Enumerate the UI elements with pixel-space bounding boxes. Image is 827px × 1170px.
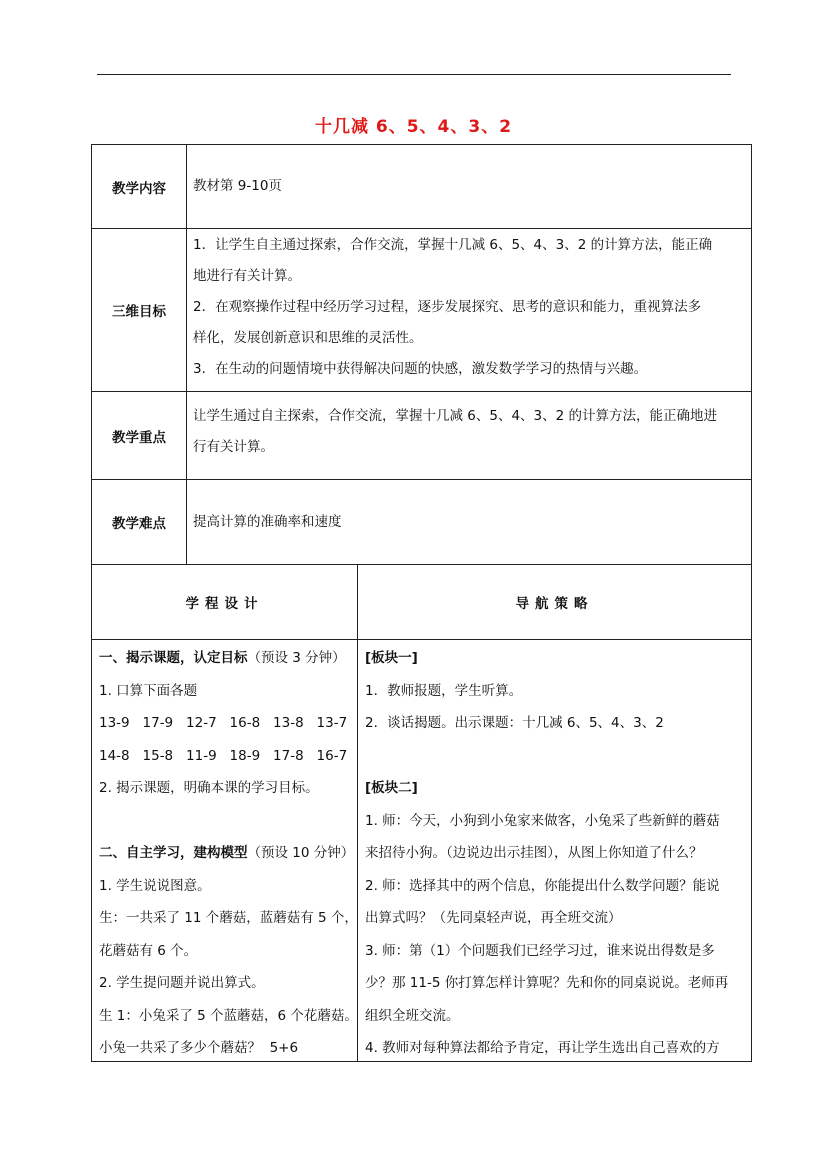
list-item: 2. 师：选择其中的两个信息，你能提出什么数学问题？能说 [365, 877, 720, 894]
content-text: 教材第 9-10页 [193, 178, 282, 194]
list-item: 2．谈话揭题。出示课题：十几减 6、5、4、3、2 [365, 715, 664, 731]
header-left: 学程设计 [91, 564, 358, 640]
right-column [357, 639, 752, 1062]
header-rule [97, 74, 731, 75]
header-right: 导航策略 [357, 564, 752, 640]
label-content: 教学内容 [91, 144, 187, 229]
list-item: 2. 学生提问题并说出算式。 [99, 975, 265, 991]
key-line: 让学生通过自主探索，合作交流，掌握十几减 6、5、4、3、2 的计算方法，能正确地进 [193, 408, 718, 424]
list-item: 出算式吗？（先同桌轻声说，再全班交流） [365, 910, 622, 926]
list-item: 1. 师：今天，小狗到小兔家来做客，小兔采了些新鲜的蘑菇 [365, 812, 720, 829]
list-item: 组织全班交流。 [365, 1007, 460, 1024]
list-item: 来招待小狗。（边说边出示挂图），从图上你知道了什么？ [365, 845, 703, 861]
section-title: 二、自主学习，建构模型（预设 10 分钟） [99, 845, 355, 861]
list-item: 3. 师：第（1）个问题我们已经学习过，谁来说出得数是多 [365, 942, 715, 959]
list-item: 4. 教师对每种算法都给予肯定，再让学生选出自己喜欢的方 [365, 1040, 720, 1056]
section-title: 一、揭示课题，认定目标（预设 3 分钟） [99, 650, 346, 666]
goal-line: 地进行有关计算。 [193, 268, 301, 284]
page-title: 十几减 6、5、4、3、2 [314, 117, 513, 137]
list-item: 花蘑菇有 6 个。 [99, 942, 198, 959]
list-item: 小兔一共采了多少个蘑菇？ 5+6 [99, 1040, 299, 1056]
goal-line: 样化，发展创新意识和思维的灵活性。 [193, 330, 423, 346]
label-difficulty: 教学难点 [91, 479, 187, 565]
list-item: 1．教师报题，学生听算。 [365, 682, 523, 699]
goal-line: 1．让学生自主通过探索，合作交流，掌握十几减 6、5、4、3、2 的计算方法，能正确 [193, 237, 713, 253]
goal-line: 2．在观察操作过程中经历学习过程，逐步发展探究、思考的意识和能力，重视算法多 [193, 299, 702, 315]
block-heading: [板块二] [365, 780, 418, 796]
list-item: 13-9 17-9 12-7 16-8 13-8 13-7 [99, 715, 348, 731]
list-item: 少？那 11-5 你打算怎样计算呢？先和你的同桌说说。老师再 [365, 975, 729, 991]
list-item: 1. 学生说说图意。 [99, 877, 211, 894]
list-item: 生 1：小兔采了 5 个蓝蘑菇，6 个花蘑菇。 [99, 1007, 358, 1024]
value-key [186, 391, 752, 480]
value-goals [186, 228, 752, 392]
difficulty-text: 提高计算的准确率和速度 [193, 513, 342, 530]
label-key: 教学重点 [91, 391, 187, 480]
list-item: 1. 口算下面各题 [99, 682, 198, 699]
list-item: 生：一共采了 11 个蘑菇，蓝蘑菇有 5 个， [99, 910, 358, 926]
left-column [91, 639, 358, 1062]
value-difficulty [186, 479, 752, 565]
label-goals: 三维目标 [91, 228, 187, 392]
goal-line: 3．在生动的问题情境中获得解决问题的快感，激发数学学习的热情与兴趣。 [193, 361, 648, 377]
key-line: 行有关计算。 [193, 439, 274, 455]
value-content [186, 144, 752, 229]
lesson-table [91, 144, 752, 1062]
list-item: 14-8 15-8 11-9 18-9 17-8 16-7 [99, 747, 348, 764]
block-heading: [板块一] [365, 650, 418, 666]
list-item: 2. 揭示课题，明确本课的学习目标。 [99, 780, 319, 796]
